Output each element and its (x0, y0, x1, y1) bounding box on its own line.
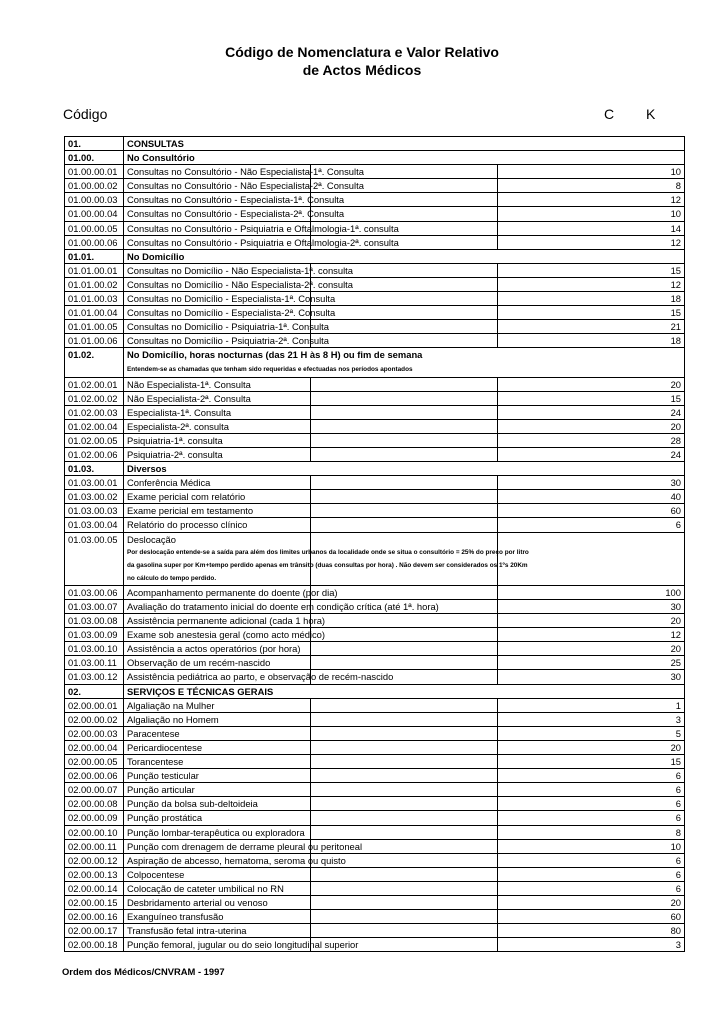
table-row (65, 292, 685, 306)
item-description: Exame pericial em testamento (124, 504, 311, 518)
item-description: Algaliação na Mulher (124, 698, 311, 712)
item-c-value (311, 797, 498, 811)
item-description: Transfusão fetal intra-uterina (124, 924, 311, 938)
item-c-value (311, 825, 498, 839)
table-row (65, 924, 685, 938)
item-description: Psiquiatria-1ª. consulta (124, 433, 311, 447)
document-title: Código de Nomenclatura e Valor Relativo (225, 44, 499, 60)
item-c-value (311, 881, 498, 895)
item-c-value (311, 334, 498, 348)
item-k-value: 3 (498, 938, 685, 952)
item-k-value: 10 (498, 207, 685, 221)
item-description: Acompanhamento permanente do doente (por dia) (124, 585, 311, 599)
item-k-value: 24 (498, 447, 685, 461)
table-row (65, 628, 685, 642)
item-description: Consultas no Domicílio - Psiquiatria-2ª. Consulta (124, 334, 311, 348)
item-code: 01.02.00.05 (65, 433, 124, 447)
table-row (65, 320, 685, 334)
item-c-value (311, 377, 498, 391)
item-k-value: 10 (498, 839, 685, 853)
item-c-value (311, 656, 498, 670)
section-title (124, 137, 685, 151)
item-c-value (311, 924, 498, 938)
item-k-value: 60 (498, 910, 685, 924)
table-row (65, 783, 685, 797)
item-code: 01.03.00.12 (65, 670, 124, 684)
section-note: Entendem-se as chamadas que tenham sido requeridas e efectuadas nos períodos apontados (127, 365, 413, 373)
item-code: 01.03.00.09 (65, 628, 124, 642)
table-row (65, 277, 685, 291)
item-k-value: 80 (498, 924, 685, 938)
item-k-value: 15 (498, 263, 685, 277)
item-description: Observação de um recém-nascido (124, 656, 311, 670)
item-code: 01.01.00.04 (65, 306, 124, 320)
item-k-value: 3 (498, 712, 685, 726)
item-description: Especialista-1ª. Consulta (124, 405, 311, 419)
item-c-value (311, 726, 498, 740)
item-description: Consultas no Consultório - Psiquiatria e Oftalmologia-1ª. consulta (124, 221, 311, 235)
table-row (65, 221, 685, 235)
item-k-value: 6 (498, 811, 685, 825)
item-c-value (311, 419, 498, 433)
table-row (65, 405, 685, 419)
item-code: 02.00.00.12 (65, 853, 124, 867)
item-k-value: 12 (498, 193, 685, 207)
item-description: Consultas no Domicílio - Psiquiatria-1ª. Consulta (124, 320, 311, 334)
item-k-value: 60 (498, 504, 685, 518)
item-code: 01.03.00.05 (65, 532, 124, 585)
table-row (65, 433, 685, 447)
item-c-value (311, 755, 498, 769)
table-row (65, 532, 685, 546)
item-k-value: 40 (498, 490, 685, 504)
table-row (65, 179, 685, 193)
item-c-value (311, 895, 498, 909)
item-code: 02.00.00.01 (65, 698, 124, 712)
table-row (65, 839, 685, 853)
item-code: 02.00.00.05 (65, 755, 124, 769)
item-description: Especialista-2ª. consulta (124, 419, 311, 433)
section-title-text: No Consultório (127, 152, 195, 164)
item-k-value: 21 (498, 320, 685, 334)
item-k-value: 15 (498, 391, 685, 405)
item-k-value: 12 (498, 628, 685, 642)
item-code: 02.00.00.06 (65, 769, 124, 783)
item-c-value (311, 504, 498, 518)
item-k-value: 20 (498, 642, 685, 656)
item-description: Relatório do processo clínico (124, 518, 311, 532)
item-code: 01.01.00.03 (65, 292, 124, 306)
item-description: Assistência permanente adicional (cada 1 hora) (124, 614, 311, 628)
item-k-value: 6 (498, 853, 685, 867)
table-row (65, 614, 685, 628)
item-description: Não Especialista-1ª. Consulta (124, 377, 311, 391)
item-k-value: 6 (498, 769, 685, 783)
item-c-value (311, 532, 498, 585)
item-description: Exame sob anestesia geral (como acto médico) (124, 628, 311, 642)
table-row (65, 490, 685, 504)
item-code: 01.00.00.01 (65, 165, 124, 179)
section-header-row (65, 462, 685, 476)
item-description: Paracentese (124, 726, 311, 740)
item-k-value: 18 (498, 334, 685, 348)
item-c-value (311, 783, 498, 797)
table-row (65, 698, 685, 712)
table-row (65, 193, 685, 207)
item-description: Consultas no Consultório - Psiquiatria e Oftalmologia-2ª. consulta (124, 235, 311, 249)
item-k-value: 20 (498, 377, 685, 391)
item-description: Assistência a actos operatórios (por hora) (124, 642, 311, 656)
table-row (65, 726, 685, 740)
section-header-row (65, 151, 685, 165)
item-c-value (311, 585, 498, 599)
item-c-value (311, 642, 498, 656)
table-row (65, 825, 685, 839)
item-description: Punção testicular (124, 769, 311, 783)
item-c-value (311, 405, 498, 419)
item-description: Consultas no Consultório - Especialista-2ª. Consulta (124, 207, 311, 221)
item-code: 01.02.00.03 (65, 405, 124, 419)
item-description: Punção articular (124, 783, 311, 797)
table-row (65, 306, 685, 320)
section-title-text: No Domicílio (127, 250, 185, 262)
item-k-value: 6 (498, 783, 685, 797)
item-c-value (311, 628, 498, 642)
table-row (65, 755, 685, 769)
nomenclature-table (64, 136, 685, 952)
item-k-value: 15 (498, 306, 685, 320)
item-description: Punção da bolsa sub-deltoideia (124, 797, 311, 811)
item-description: Consultas no Domicílio - Não Especialista-2ª. consulta (124, 277, 311, 291)
item-k-value: 30 (498, 476, 685, 490)
item-description: Consultas no Domicílio - Especialista-2ª. Consulta (124, 306, 311, 320)
item-c-value (311, 306, 498, 320)
item-code: 02.00.00.15 (65, 895, 124, 909)
item-description: Avaliação do tratamento inicial do doente em condição crítica (até 1ª. hora) (124, 600, 311, 614)
item-k-value: 6 (498, 867, 685, 881)
item-k-value: 8 (498, 179, 685, 193)
section-title-text: SERVIÇOS E TÉCNICAS GERAIS (127, 685, 274, 697)
item-k-value: 12 (498, 277, 685, 291)
item-code: 01.01.00.02 (65, 277, 124, 291)
section-title (124, 151, 685, 165)
item-k-value: 1 (498, 698, 685, 712)
item-k-value: 20 (498, 740, 685, 754)
item-c-value (311, 614, 498, 628)
item-code: 01.02.00.06 (65, 447, 124, 461)
column-header-codigo: Código (63, 106, 108, 122)
item-c-value (311, 447, 498, 461)
table-row (65, 938, 685, 952)
item-code: 02.00.00.07 (65, 783, 124, 797)
section-title (124, 684, 685, 698)
item-description: Assistência pediátrica ao parto, e observação de recém-nascido (124, 670, 311, 684)
item-c-value (311, 698, 498, 712)
item-code: 02.00.00.08 (65, 797, 124, 811)
item-k-value: 6 (498, 881, 685, 895)
table-row (65, 235, 685, 249)
item-k-value: 14 (498, 221, 685, 235)
item-c-value (311, 292, 498, 306)
document-subtitle: de Actos Médicos (302, 62, 422, 78)
item-description: Punção lombar-terapêutica ou exploradora (124, 825, 311, 839)
item-code: 01.00.00.04 (65, 207, 124, 221)
item-code: 01.00.00.03 (65, 193, 124, 207)
item-code: 01.03.00.04 (65, 518, 124, 532)
item-code: 01.00.00.06 (65, 235, 124, 249)
item-code: 01.00.00.05 (65, 221, 124, 235)
item-code: 01.02.00.04 (65, 419, 124, 433)
item-note: Por deslocação entende-se a saída para além dos limites urbanos da localidade onde se situa o consultório = 25% do preço por litro (124, 546, 311, 559)
item-code: 01.02.00.02 (65, 391, 124, 405)
item-description: Consultas no Domicílio - Especialista-1ª. Consulta (124, 292, 311, 306)
table-row (65, 207, 685, 221)
item-note: da gasolina super por Km+tempo perdido apenas em trânsito (duas consultas por hora) . Não devem ser considerados os 1ºs 20Km (124, 559, 311, 572)
table-row (65, 656, 685, 670)
table-row (65, 867, 685, 881)
item-k-value: 10 (498, 165, 685, 179)
item-description: Exanguíneo transfusão (124, 910, 311, 924)
item-k-value: 15 (498, 755, 685, 769)
item-code: 01.03.00.07 (65, 600, 124, 614)
item-c-value (311, 490, 498, 504)
section-title-text: Diversos (127, 463, 167, 475)
table-row (65, 797, 685, 811)
item-description: Punção prostática (124, 811, 311, 825)
item-k-value: 5 (498, 726, 685, 740)
table-row (65, 642, 685, 656)
section-code: 01.00. (65, 151, 124, 165)
table-row (65, 447, 685, 461)
item-description: Torancentese (124, 755, 311, 769)
item-k-value (498, 532, 685, 585)
item-k-value: 100 (498, 585, 685, 599)
item-k-value: 28 (498, 433, 685, 447)
table-row (65, 476, 685, 490)
section-title (124, 249, 685, 263)
item-description: Consultas no Domicílio - Não Especialista-1ª. consulta (124, 263, 311, 277)
column-header-c: C (604, 106, 615, 122)
section-title-text: No Domicílio, horas nocturnas (das 21 H às 8 H) ou fim de semana (127, 349, 423, 361)
table-row (65, 377, 685, 391)
item-code: 01.03.00.08 (65, 614, 124, 628)
item-code: 02.00.00.18 (65, 938, 124, 952)
section-code: 01.02. (65, 348, 124, 377)
column-header-k: K (646, 106, 656, 122)
item-description: Punção com drenagem de derrame pleural ou peritoneal (124, 839, 311, 853)
table-row (65, 263, 685, 277)
table-row (65, 165, 685, 179)
item-c-value (311, 740, 498, 754)
item-c-value (311, 867, 498, 881)
item-code: 01.00.00.02 (65, 179, 124, 193)
item-note: no cálculo do tempo perdido. (124, 572, 311, 586)
section-header-row (65, 137, 685, 151)
item-c-value (311, 433, 498, 447)
nomenclature-table-body (65, 137, 685, 952)
page-footer: Ordem dos Médicos/CNVRAM - 1997 (62, 966, 225, 977)
table-row (65, 670, 685, 684)
item-code: 02.00.00.09 (65, 811, 124, 825)
section-header-row (65, 348, 685, 377)
item-description: Deslocação (124, 532, 311, 546)
section-code: 01.01. (65, 249, 124, 263)
item-code: 01.01.00.06 (65, 334, 124, 348)
section-code: 02. (65, 684, 124, 698)
table-row (65, 895, 685, 909)
item-c-value (311, 712, 498, 726)
item-code: 01.03.00.02 (65, 490, 124, 504)
item-description: Conferência Médica (124, 476, 311, 490)
item-code: 02.00.00.17 (65, 924, 124, 938)
item-description: Colocação de cateter umbilical no RN (124, 881, 311, 895)
item-description: Algaliação no Homem (124, 712, 311, 726)
item-description: Colpocentese (124, 867, 311, 881)
item-description: Consultas no Consultório - Não Especialista-2ª. Consulta (124, 179, 311, 193)
item-c-value (311, 910, 498, 924)
item-description: Não Especialista-2ª. Consulta (124, 391, 311, 405)
table-row (65, 910, 685, 924)
item-code: 01.01.00.01 (65, 263, 124, 277)
item-description: Exame pericial com relatório (124, 490, 311, 504)
table-row (65, 334, 685, 348)
table-row (65, 740, 685, 754)
item-code: 02.00.00.16 (65, 910, 124, 924)
table-row (65, 881, 685, 895)
table-row (65, 419, 685, 433)
item-k-value: 6 (498, 518, 685, 532)
item-k-value: 30 (498, 670, 685, 684)
item-c-value (311, 320, 498, 334)
item-k-value: 6 (498, 797, 685, 811)
table-row (65, 585, 685, 599)
item-k-value: 18 (498, 292, 685, 306)
table-row (65, 712, 685, 726)
section-code: 01. (65, 137, 124, 151)
item-k-value: 12 (498, 235, 685, 249)
table-row (65, 391, 685, 405)
item-description: Aspiração de abcesso, hematoma, seroma ou quisto (124, 853, 311, 867)
item-code: 02.00.00.13 (65, 867, 124, 881)
item-description: Desbridamento arterial ou venoso (124, 895, 311, 909)
item-code: 01.01.00.05 (65, 320, 124, 334)
section-header-row (65, 684, 685, 698)
item-code: 02.00.00.14 (65, 881, 124, 895)
item-code: 01.02.00.01 (65, 377, 124, 391)
item-code: 01.03.00.03 (65, 504, 124, 518)
item-description: Punção femoral, jugular ou do seio longitudinal superior (124, 938, 311, 952)
item-code: 02.00.00.04 (65, 740, 124, 754)
item-description: Psiquiatria-2ª. consulta (124, 447, 311, 461)
item-k-value: 8 (498, 825, 685, 839)
item-code: 01.03.00.10 (65, 642, 124, 656)
item-code: 02.00.00.10 (65, 825, 124, 839)
table-row (65, 769, 685, 783)
table-row (65, 811, 685, 825)
item-description: Pericardiocentese (124, 740, 311, 754)
item-code: 01.03.00.01 (65, 476, 124, 490)
item-k-value: 20 (498, 614, 685, 628)
item-k-value: 20 (498, 895, 685, 909)
item-c-value (311, 769, 498, 783)
item-c-value (311, 476, 498, 490)
section-title-text: CONSULTAS (127, 138, 184, 149)
section-header-row (65, 249, 685, 263)
table-row (65, 504, 685, 518)
table-row (65, 600, 685, 614)
table-row (65, 518, 685, 532)
item-code: 01.03.00.06 (65, 585, 124, 599)
section-title (124, 348, 685, 377)
item-description: Consultas no Consultório - Não Especialista-1ª. Consulta (124, 165, 311, 179)
item-code: 02.00.00.03 (65, 726, 124, 740)
section-code: 01.03. (65, 462, 124, 476)
item-k-value: 20 (498, 419, 685, 433)
item-code: 02.00.00.11 (65, 839, 124, 853)
item-description: Consultas no Consultório - Especialista-1ª. Consulta (124, 193, 311, 207)
section-title (124, 462, 685, 476)
item-code: 02.00.00.02 (65, 712, 124, 726)
item-k-value: 30 (498, 600, 685, 614)
item-code: 01.03.00.11 (65, 656, 124, 670)
item-c-value (311, 811, 498, 825)
item-c-value (311, 518, 498, 532)
item-k-value: 24 (498, 405, 685, 419)
item-k-value: 25 (498, 656, 685, 670)
item-c-value (311, 391, 498, 405)
table-row (65, 853, 685, 867)
